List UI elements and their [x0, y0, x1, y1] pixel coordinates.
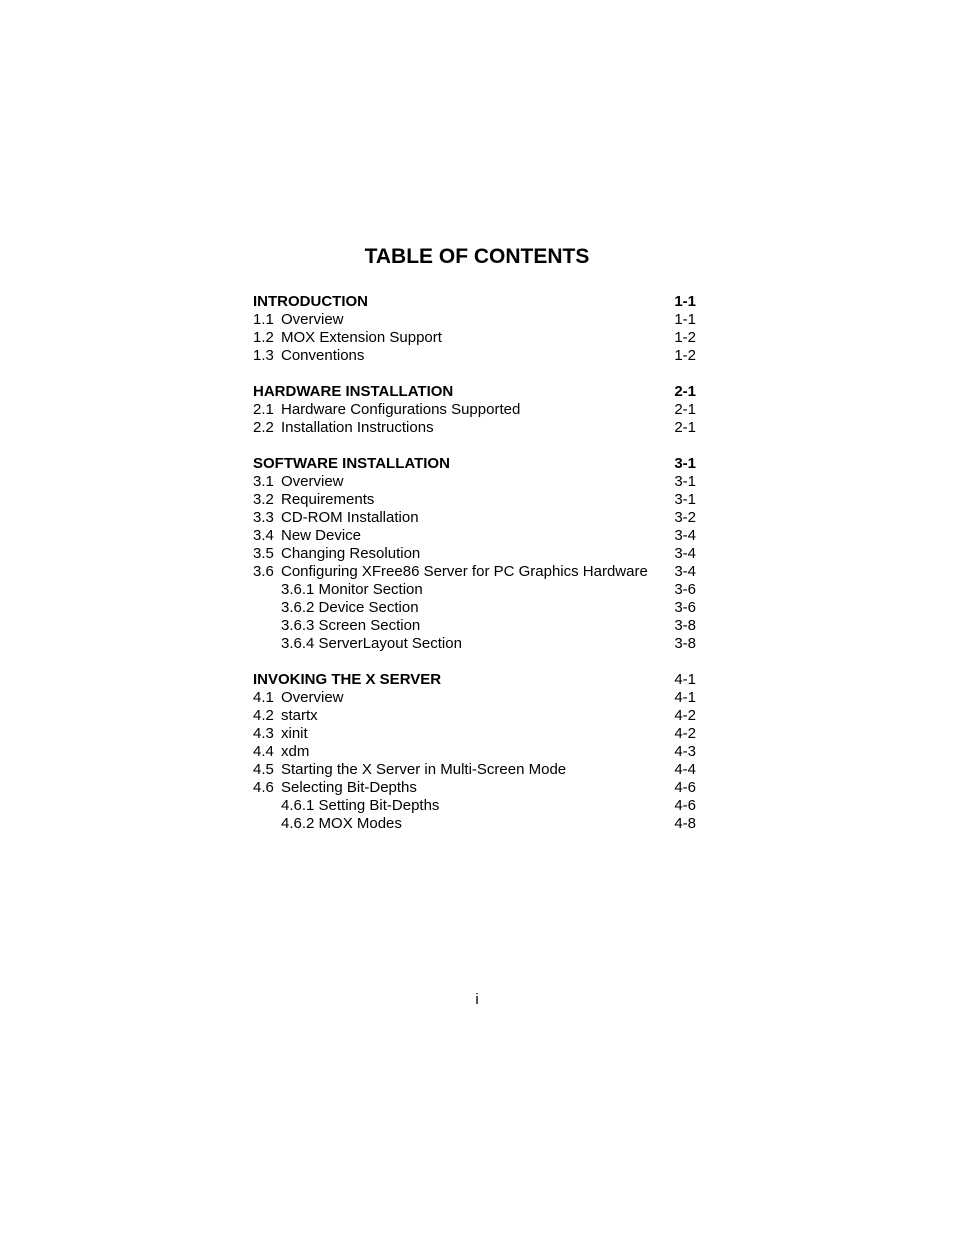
- toc-page-ref: 3-2: [674, 509, 696, 526]
- toc-page-ref: 3-1: [674, 455, 696, 472]
- toc-entry[interactable]: [253, 779, 696, 797]
- toc-entry-label: xdm: [281, 743, 310, 760]
- toc-page-ref: 3-6: [674, 599, 696, 616]
- toc-entry-label: Hardware Configurations Supported: [281, 401, 521, 418]
- toc-entry-number: 3.1: [253, 473, 274, 490]
- toc-entry-label: Overview: [281, 689, 344, 706]
- toc-entry-label: Configuring XFree86 Server for PC Graphics Hardware: [281, 563, 648, 580]
- toc-entry[interactable]: [253, 401, 696, 419]
- toc-entry-label: 4.6.1 Setting Bit-Depths: [281, 797, 440, 814]
- toc-entry-label: Changing Resolution: [281, 545, 421, 562]
- toc-section-heading[interactable]: [253, 293, 696, 311]
- toc-entry[interactable]: [253, 581, 696, 599]
- toc-page-ref: 2-1: [674, 401, 696, 418]
- toc-heading-label: INTRODUCTION: [253, 293, 368, 310]
- toc-entry[interactable]: [253, 473, 696, 491]
- toc-entry[interactable]: [253, 707, 696, 725]
- toc-page-ref: 2-1: [674, 419, 696, 436]
- toc-entry[interactable]: [253, 491, 696, 509]
- toc-entry-number: 1.1: [253, 311, 274, 328]
- toc-entry-number: 4.6: [253, 779, 274, 796]
- toc-section: [253, 671, 696, 833]
- toc-entry[interactable]: [253, 797, 696, 815]
- toc-entry-number: 1.2: [253, 329, 274, 346]
- toc-entry-label: 4.6.2 MOX Modes: [281, 815, 402, 832]
- toc-section-heading[interactable]: [253, 455, 696, 473]
- toc-entry-label: 3.6.1 Monitor Section: [281, 581, 423, 598]
- toc-page-ref: 1-1: [674, 293, 696, 310]
- toc-entry-number: 2.1: [253, 401, 274, 418]
- toc-entry-label: Conventions: [281, 347, 365, 364]
- toc-entry[interactable]: [253, 635, 696, 653]
- toc-heading-label: HARDWARE INSTALLATION: [253, 383, 454, 400]
- toc-page-ref: 4-2: [674, 725, 696, 742]
- toc-section: [253, 383, 696, 437]
- toc-entry-number: 4.1: [253, 689, 274, 706]
- toc-entry[interactable]: [253, 545, 696, 563]
- toc-heading-label: SOFTWARE INSTALLATION: [253, 455, 450, 472]
- toc-page-ref: 4-1: [674, 671, 696, 688]
- toc-entry[interactable]: [253, 509, 696, 527]
- toc-page-ref: 3-4: [674, 527, 696, 544]
- toc-entry-label: xinit: [281, 725, 308, 742]
- toc-page-ref: 4-6: [674, 779, 696, 796]
- toc-entry-label: MOX Extension Support: [281, 329, 442, 346]
- toc-entry-number: 4.4: [253, 743, 274, 760]
- table-of-contents: [253, 293, 696, 851]
- toc-page-ref: 1-1: [674, 311, 696, 328]
- toc-entry[interactable]: [253, 419, 696, 437]
- toc-entry[interactable]: [253, 761, 696, 779]
- toc-page-ref: 3-8: [674, 617, 696, 634]
- toc-entry[interactable]: [253, 725, 696, 743]
- toc-page-ref: 3-8: [674, 635, 696, 652]
- toc-entry-label: 3.6.3 Screen Section: [281, 617, 421, 634]
- toc-page-ref: 4-8: [674, 815, 696, 832]
- toc-page-ref: 4-4: [674, 761, 696, 778]
- toc-entry-number: 4.2: [253, 707, 274, 724]
- toc-entry-number: 3.3: [253, 509, 274, 526]
- toc-entry-label: Overview: [281, 473, 344, 490]
- toc-entry-label: 3.6.2 Device Section: [281, 599, 419, 616]
- toc-entry[interactable]: [253, 329, 696, 347]
- page-title: TABLE OF CONTENTS: [364, 245, 590, 268]
- toc-entry[interactable]: [253, 347, 696, 365]
- toc-page-ref: 1-2: [674, 347, 696, 364]
- toc-entry-label: CD-ROM Installation: [281, 509, 419, 526]
- toc-entry-number: 4.3: [253, 725, 274, 742]
- toc-page-ref: 3-4: [674, 545, 696, 562]
- toc-page-ref: 4-3: [674, 743, 696, 760]
- toc-entry-label: New Device: [281, 527, 362, 544]
- toc-entry[interactable]: [253, 563, 696, 581]
- toc-page-ref: 1-2: [674, 329, 696, 346]
- toc-section: [253, 455, 696, 653]
- toc-entry-label: startx: [281, 707, 318, 724]
- toc-entry-number: 1.3: [253, 347, 274, 364]
- toc-entry-number: 4.5: [253, 761, 274, 778]
- toc-entry-label: Installation Instructions: [281, 419, 434, 436]
- toc-entry[interactable]: [253, 617, 696, 635]
- toc-entry-number: 3.6: [253, 563, 274, 580]
- toc-page-ref: 2-1: [674, 383, 696, 400]
- toc-page-ref: 4-1: [674, 689, 696, 706]
- toc-entry[interactable]: [253, 527, 696, 545]
- toc-page-ref: 3-1: [674, 473, 696, 490]
- toc-entry[interactable]: [253, 311, 696, 329]
- toc-entry[interactable]: [253, 743, 696, 761]
- toc-entry[interactable]: [253, 815, 696, 833]
- toc-page-ref: 3-1: [674, 491, 696, 508]
- toc-entry-label: Starting the X Server in Multi-Screen Mode: [281, 761, 567, 778]
- toc-page-ref: 3-6: [674, 581, 696, 598]
- toc-entry[interactable]: [253, 689, 696, 707]
- toc-entry-number: 3.5: [253, 545, 274, 562]
- toc-page-ref: 4-2: [674, 707, 696, 724]
- toc-entry-number: 3.4: [253, 527, 274, 544]
- toc-entry-label: Selecting Bit-Depths: [281, 779, 417, 796]
- toc-page-ref: 4-6: [674, 797, 696, 814]
- toc-entry[interactable]: [253, 599, 696, 617]
- toc-entry-number: 2.2: [253, 419, 274, 436]
- toc-section-heading[interactable]: [253, 383, 696, 401]
- toc-section-heading[interactable]: [253, 671, 696, 689]
- toc-page-ref: 3-4: [674, 563, 696, 580]
- toc-entry-number: 3.2: [253, 491, 274, 508]
- page-number: i: [475, 991, 479, 1008]
- toc-section: [253, 293, 696, 365]
- toc-heading-label: INVOKING THE X SERVER: [253, 671, 442, 688]
- toc-entry-label: Requirements: [281, 491, 375, 508]
- toc-entry-label: 3.6.4 ServerLayout Section: [281, 635, 462, 652]
- toc-entry-label: Overview: [281, 311, 344, 328]
